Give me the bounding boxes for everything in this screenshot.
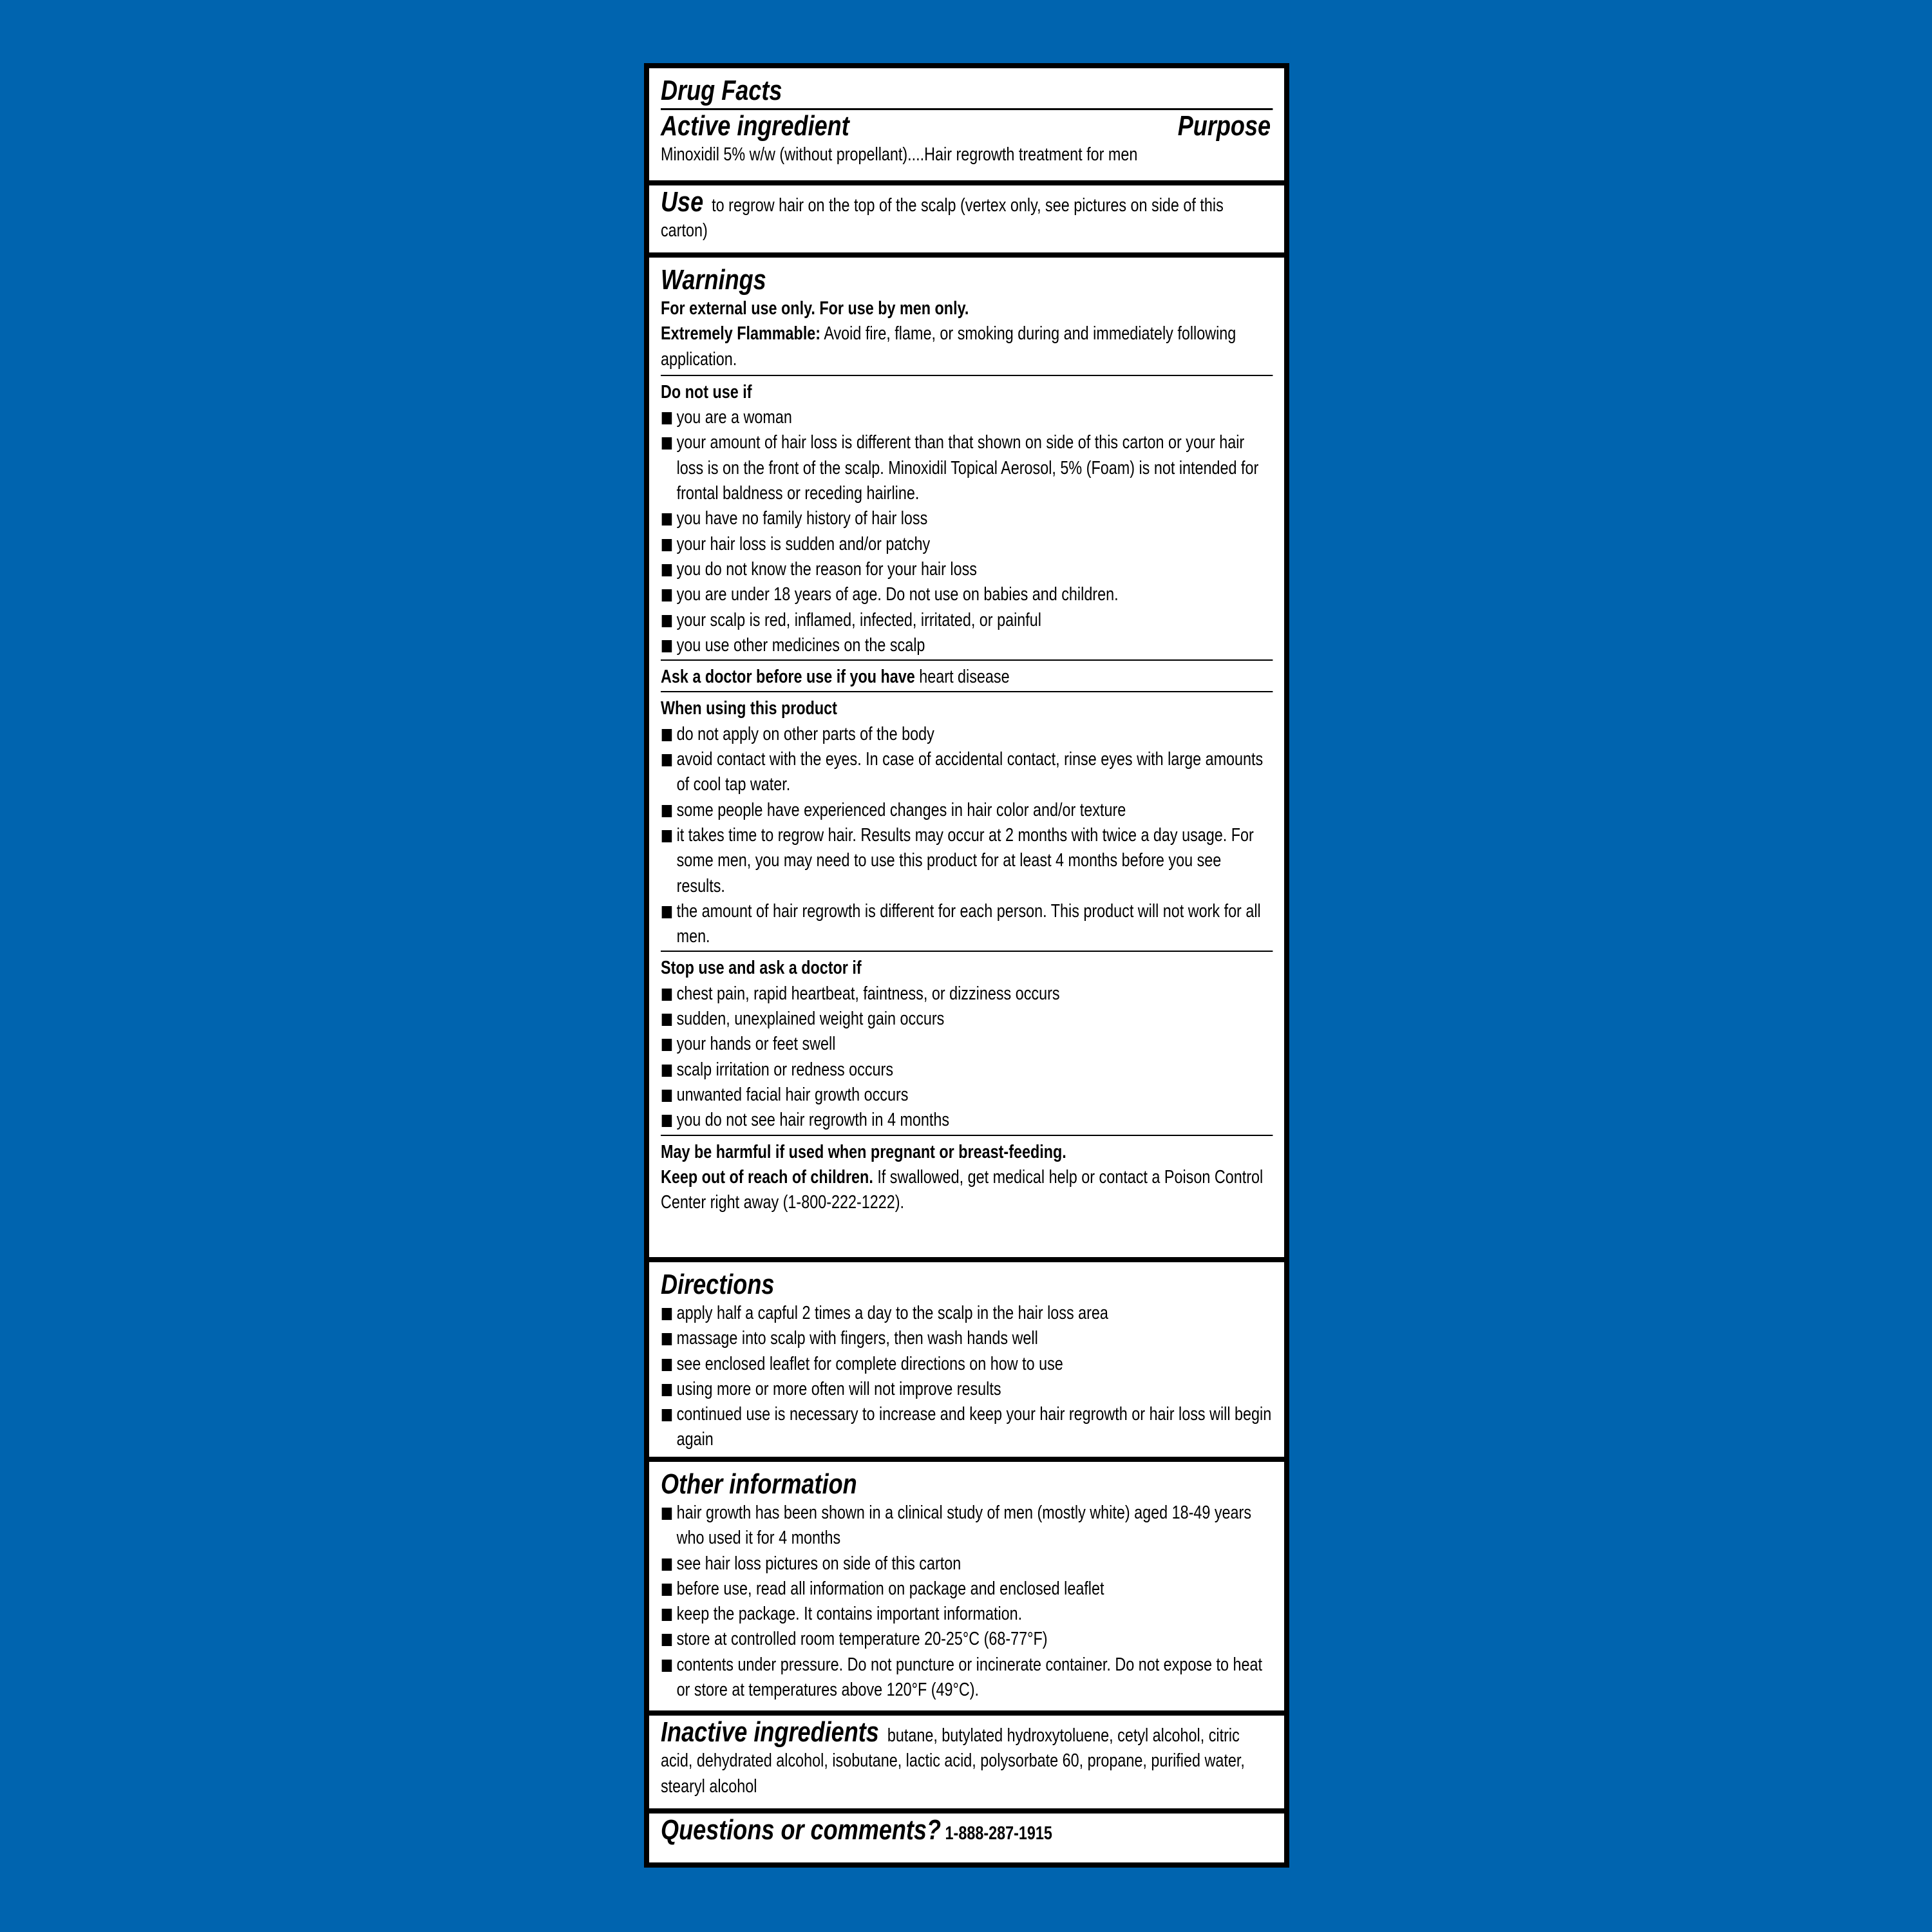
list-item: before use, read all information on package and enclosed leaflet (661, 1577, 1273, 1602)
external-use-text: For external use only. For use by men only. (661, 298, 969, 319)
list-item: your hands or feet swell (661, 1032, 1273, 1057)
list-item: some people have experienced changes in hair color and/or texture (661, 798, 1273, 823)
list-item: contents under pressure. Do not puncture or incinerate container. Do not expose to heat or store at temperatures above 120°F (49°C). (661, 1653, 1273, 1703)
other-information-list (661, 1501, 1273, 1703)
use-section (649, 185, 1284, 252)
keep-out-paragraph (661, 1165, 1273, 1216)
drug-facts-title: Drug Facts (661, 75, 782, 106)
use-heading: Use (661, 186, 704, 218)
active-ingredient-heading: Active ingredient (661, 110, 849, 142)
do-not-use-heading: Do not use if (661, 381, 752, 402)
list-item: hair growth has been shown in a clinical study of men (mostly white) aged 18-49 years who used it for 4 months (661, 1501, 1273, 1551)
list-item: you do not know the reason for your hair loss (661, 557, 1273, 582)
directions-list (661, 1301, 1273, 1453)
ask-doctor-text: heart disease (919, 667, 1010, 688)
stop-use-list (661, 981, 1273, 1133)
list-item: see enclosed leaflet for complete directions on how to use (661, 1352, 1273, 1377)
flammable-paragraph (661, 321, 1273, 372)
directions-section (649, 1262, 1284, 1457)
ask-doctor-label: Ask a doctor before use if you have (661, 667, 915, 688)
list-item: massage into scalp with fingers, then wash hands well (661, 1326, 1273, 1351)
pregnancy-warning: May be harmful if used when pregnant or breast-feeding. (661, 1141, 1066, 1162)
list-item: your hair loss is sudden and/or patchy (661, 532, 1273, 557)
list-item: using more or more often will not improve results (661, 1377, 1273, 1402)
list-item: avoid contact with the eyes. In case of accidental contact, rinse eyes with large amounts of cool tap water. (661, 747, 1273, 798)
list-item: you use other medicines on the scalp (661, 633, 1273, 658)
warnings-heading: Warnings (661, 264, 766, 296)
list-item: keep the package. It contains important information. (661, 1602, 1273, 1627)
list-item: continued use is necessary to increase and keep your hair regrowth or hair loss will begin again (661, 1402, 1273, 1453)
questions-phone: 1-888-287-1915 (945, 1823, 1052, 1844)
list-item: do not apply on other parts of the body (661, 722, 1273, 747)
do-not-use-block (661, 376, 1273, 659)
other-information-heading: Other information (661, 1468, 857, 1500)
keep-out-label: Keep out of reach of children. (661, 1166, 873, 1188)
list-item: apply half a capful 2 times a day to the scalp in the hair loss area (661, 1301, 1273, 1326)
list-item: you are under 18 years of age. Do not use on babies and children. (661, 582, 1273, 607)
stop-use-block (661, 952, 1273, 1134)
active-ingredient-section (649, 68, 1284, 180)
list-item: you have no family history of hair loss (661, 506, 1273, 531)
list-item: you are a woman (661, 405, 1273, 430)
inactive-ingredients-section (649, 1716, 1284, 1808)
directions-heading: Directions (661, 1269, 775, 1300)
active-header-row (661, 110, 1273, 142)
questions-section (649, 1814, 1284, 1862)
stop-use-heading: Stop use and ask a doctor if (661, 958, 862, 979)
list-item: your scalp is red, inflamed, infected, irritated, or painful (661, 608, 1273, 633)
questions-heading: Questions or comments? (661, 1814, 942, 1846)
list-item: you do not see hair regrowth in 4 months (661, 1108, 1273, 1133)
inactive-ingredients-text: butane, butylated hydroxytoluene, cetyl alcohol, citric acid, dehydrated alcohol, isobutane, lactic acid, polysorbate 60, propane, purified water, stearyl alcohol (661, 1725, 1245, 1797)
when-using-block (661, 692, 1273, 951)
ask-doctor-block (661, 661, 1273, 691)
list-item: scalp irritation or redness occurs (661, 1057, 1273, 1083)
list-item: store at controlled room temperature 20-25°C (68-77°F) (661, 1627, 1273, 1652)
list-item: see hair loss pictures on side of this carton (661, 1551, 1273, 1577)
purpose-heading: Purpose (1177, 110, 1271, 142)
keep-out-text: If swallowed, get medical help or contact a Poison Control Center right away (1-800-222-1222). (661, 1166, 1264, 1213)
inactive-ingredients-heading: Inactive ingredients (661, 1716, 879, 1748)
drug-facts-label (644, 63, 1289, 1868)
list-item: sudden, unexplained weight gain occurs (661, 1007, 1273, 1032)
list-item: it takes time to regrow hair. Results may occur at 2 months with twice a day usage. For some men, you may need to use this product for at least 4 months before you see results. (661, 823, 1273, 899)
use-text: to regrow hair on the top of the scalp (vertex only, see pictures on side of this carton) (661, 195, 1224, 242)
active-ingredient-line: Minoxidil 5% w/w (without propellant)....Hair regrowth treatment for men (661, 144, 1138, 165)
other-information-section (649, 1462, 1284, 1710)
list-item: your amount of hair loss is different than that shown on side of this carton or your hair loss is on the front of the scalp. Minoxidil Topical Aerosol, 5% (Foam) is not intended for frontal baldness or receding hairline. (661, 430, 1273, 506)
warnings-section (649, 258, 1284, 1257)
list-item: unwanted facial hair growth occurs (661, 1083, 1273, 1108)
questions-paragraph (661, 1814, 1273, 1846)
flammable-label: Extremely Flammable: (661, 323, 821, 345)
pregnancy-block (661, 1136, 1273, 1217)
flammable-text: Avoid fire, flame, or smoking during and immediately following application. (661, 323, 1236, 370)
use-paragraph (661, 186, 1273, 244)
when-using-list (661, 722, 1273, 950)
list-item: the amount of hair regrowth is different for each person. This product will not work for all men. (661, 899, 1273, 950)
list-item: chest pain, rapid heartbeat, faintness, or dizziness occurs (661, 981, 1273, 1007)
do-not-use-list (661, 405, 1273, 658)
when-using-heading: When using this product (661, 698, 837, 719)
inactive-ingredients-paragraph (661, 1716, 1273, 1799)
